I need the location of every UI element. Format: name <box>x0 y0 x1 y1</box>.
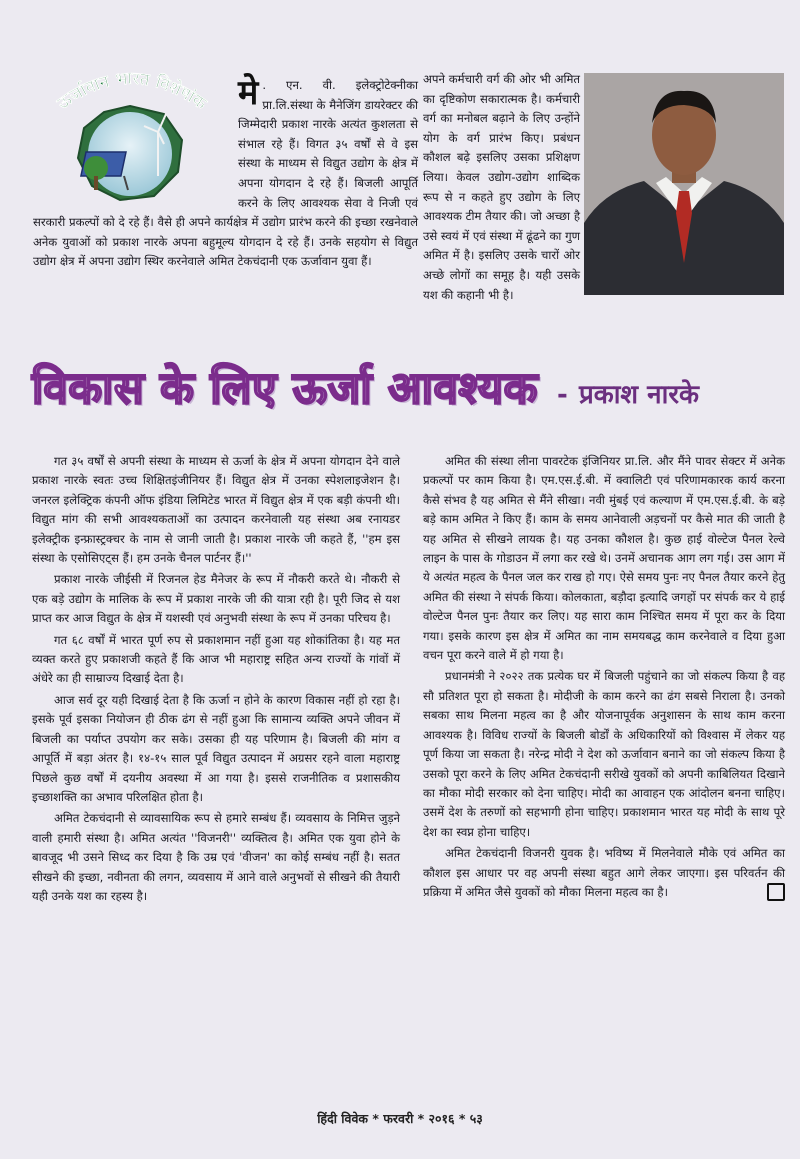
sidebar-text <box>423 70 785 305</box>
headline-dash: - <box>557 380 568 410</box>
left-paragraph: आज सर्व दूर यही दिखाई देता है कि ऊर्जा न होने के कारण विकास नहीं हो रहा है। इसके पूर्व इसका नियोजन ही ठीक ढंग से नहीं हुआ कि सामान्य व्यक्ति अपने जीवन में बिजली का पर्याप्त उपयोग कर सके। उसका ही यह परिणाम है। बिजली की मांग व आपूर्ति में बड़ा अंतर है। १४-१५ साल पूर्व विद्युत उत्पादन में अग्रसर रहने वाला महाराष्ट्र पिछले कुछ वर्षों में दयनीय अवस्था में आ गया है। इससे राजनीतिक व प्रशासकीय इच्छाशक्ति का अभाव परिलक्षित होता है। <box>32 692 400 804</box>
left-paragraph: अमित टेकचंदानी से व्यावसायिक रूप से हमारे सम्बंध हैं। व्यवसाय के निमित्त जुड़ने वाली हमारी संस्था है। अमित अत्यंत ''विजनरी'' व्यक्तित्व है। अमित एक युवा होने के बावजूद भी उसने सिध्द कर दिया है कि उम्र एवं 'वीजन' का कोई सम्बंध नहीं है। सतत सीखने की इच्छा, नवीनता की लगन, व्यवसाय में आने वाले अनुभवों से सीखने की तैयारी यही उनके यश का रहस्य है। <box>32 811 400 903</box>
end-mark-icon <box>767 883 785 901</box>
left-paragraph: गत ६८ वर्षों में भारत पूर्ण रुप से प्रकाशमान नहीं हुआ यह शोकांतिका है। यह मत व्यक्त करते हुए प्रकाशजी कहते हैं कि आज भी महाराष्ट्र सहित अन्य राज्यों के गांवों में अंधेरे का ही साम्राज्य दिखाई देता है। <box>32 632 400 686</box>
right-paragraph: अमित की संस्था लीना पावरटेक इंजिनियर प्रा.लि. और मैंने पावर सेक्टर में अनेक प्रकल्पों पर काम किया है। एम.एस.ई.बी. में क्वालिटी एवं परिणामकारक कार्य करना कैसे संभव है यह अमित से मैंने सीखा। नवी मुंबई एवं कल्याण में एम.एस.ई.बी. के बड़े बड़े काम अमित ने किए हैं। काम के समय आनेवाली अड़चनों पर कैसे मात की जाती है यह अमित से सीखने लायक है। यह उनका कौशल है। कुछ हाई वोल्टेज पैनल रेल्वे लाइन के पास के गोडाउन में लगा कर रखे थे। उनमें अचानक आग लग गई। उस आग में ये अत्यंत महत्व के पैनल जल कर राख हो गए। ऐसे समय पुनः नए पैनल तैयार करने हेतु अमित की संस्था ने संपर्क किया। कोलकाता, बड़ौदा इत्यादि जगहों पर संपर्क कर ये हाई वोल्टेज पैनल पुनः तैयार कर लिए। यह सारा काम निश्चित समय में पूरा कर के दिया गया। इसके कारण इस क्षेत्र में अमित का नाम समयबद्ध काम करनेवाले व दिया हुआ वचन पूरा करने वाले में हो गया है। <box>423 454 785 663</box>
left-paragraph: गत ३५ वर्षों से अपनी संस्था के माध्यम से ऊर्जा के क्षेत्र में अपना योगदान देने वाले प्रकाश नारके स्वतः उच्च शिक्षितइंजीनियर हैं। विद्युत क्षेत्र में उनका स्पेशलाइजेशन है। जनरल इलेक्ट्रिक कंपनी ऑफ इंडिया लिमिटेड भारत में विद्युत क्षेत्र में एक बड़ी कंपनी थी। विद्युत मांग की सभी आवश्यकताओं का उत्पादन करनेवाली यह संस्था अब रनायडर इलेक्ट्रीक इन्फ्रास्ट्रक्चर के नाम से जानी जाती है। प्रकाश नारके जी कहते हैं, ''हम इस संस्था के एसोसिएट्स हैं। हम उनके चैनल पार्टनर हैं।'' <box>32 454 400 566</box>
right-column <box>423 452 785 904</box>
headline-title: विकास के लिए ऊर्जा आवश्यक <box>32 363 538 414</box>
left-column <box>32 452 400 908</box>
intro-text: . एन. वी. इलेक्ट्रोटेक्नीका प्रा.लि.संस्था के मैनेजिंग डायरेक्टर की जिम्मेदारी प्रकाश नारके अत्यंत कुशलता से संभाल रहे हैं। विगत ३५ वर्षों से वे इस संस्था के माध्यम से विद्युत उद्योग के क्षेत्र में अपना योगदान दे रहे हैं। बिजली आपूर्ति करने के लिए आवश्यक सेवा वे निजी एवं सरकारी प्रकल्पों को दे रहे हैं। वैसे ही अपने कार्यक्षेत्र में उद्योग प्रारंभ करने की इच्छा रखनेवाले अनेक युवाओं को प्रकाश नारके अपना बहुमूल्य योगदान दे रहे हैं। उनके सहयोग से विद्युत उद्योग क्षेत्र में अपना उद्योग स्थिर करनेवाले अमित टेकचंदानी एक ऊर्जावान युवा हैं। <box>33 78 418 269</box>
emblem-arc-text: ऊर्जावान भारत विशेषांक <box>53 68 210 115</box>
headline-author: प्रकाश नारके <box>578 380 699 410</box>
right-paragraph: प्रधानमंत्री ने २०२२ तक प्रत्येक घर में बिजली पहुंचाने का जो संकल्प किया है वह सौ प्रतिशत पूरा हो सकता है। मोदीजी के काम करने का ढंग सबसे निराला है। उनको सबका साथ मिलना महत्व का है और योजनापूर्वक अनुशासन के साथ काम करना आवश्यक है। विविध राज्यों के बिजली बोर्डों के अधिकारियों को विश्वास में लेकर यह पूर्ण किया जा सकता है। नरेन्द्र मोदी ने देश को ऊर्जावान बनाने का जो संकल्प किया है उसको पूरा करने के लिए अमित टेकचंदानी सरीखे युवकों को अपनी काबिलियत दिखाने का मौका मोदी सरकार को देना चाहिए। मोदी का आवाहन एक आंदोलन बनना चाहिए। उसमें देश के तरुणों को सहभागी होना चाहिए। प्रकाशमान भारत यह मोदी के साथ पूरे देश का स्वप्न होना चाहिए। <box>423 669 785 839</box>
right-paragraph <box>423 844 785 902</box>
intro-paragraph <box>33 73 418 272</box>
page-footer: हिंदी विवेक * फरवरी * २०१६ * ५३ <box>317 1111 483 1126</box>
article-headline <box>32 358 792 420</box>
sidebar-text-content: अपने कर्मचारी वर्ग की ओर भी अमित का दृष्टिकोण सकारात्मक है। कर्मचारी वर्ग का मनोबल बढ़ाने के लिए उन्होंने योग के वर्ग प्रारंभ किए। प्रबंधन कौशल बढ़े इसलिए उसका प्रशिक्षण लिया। केवल उद्योग-उद्योग शाब्दिक रूप से न कहते हुए उद्योग के लिए आवश्यक टीम तैयार की। जो अच्छा है उसे स्वयं में एवं संस्था में ढूंढने का गुण अमित में है। इसलिए उसके चारों ओर अच्छे लोगों का समूह है। यही उसके यश की कहानी भी है। <box>423 72 580 302</box>
drop-cap: मे <box>238 73 259 113</box>
right-paragraph-text: अमित टेकचंदानी विजनरी युवक है। भविष्य में मिलनेवाले मौके एवं अमित का कौशल इस आधार पर वह अपनी संस्था बहुत आगे लेकर जाएगा। इस परिवर्तन की प्रक्रिया में अमित जैसे युवकों को मौका मिलना महत्व का है। <box>423 846 785 899</box>
left-paragraph: प्रकाश नारके जीईसी में रिजनल हेड मैनेजर के रूप में नौकरी करते थे। नौकरी से एक बड़े उद्योग के मालिक के रूप में प्रकाश नारके जी की यात्रा रही है। पूरी जिद से यश प्राप्त कर आज विद्युत के क्षेत्र में यशस्वी एवं अनुभवी संस्था के रूप में उनका परिचय है। <box>32 572 400 626</box>
